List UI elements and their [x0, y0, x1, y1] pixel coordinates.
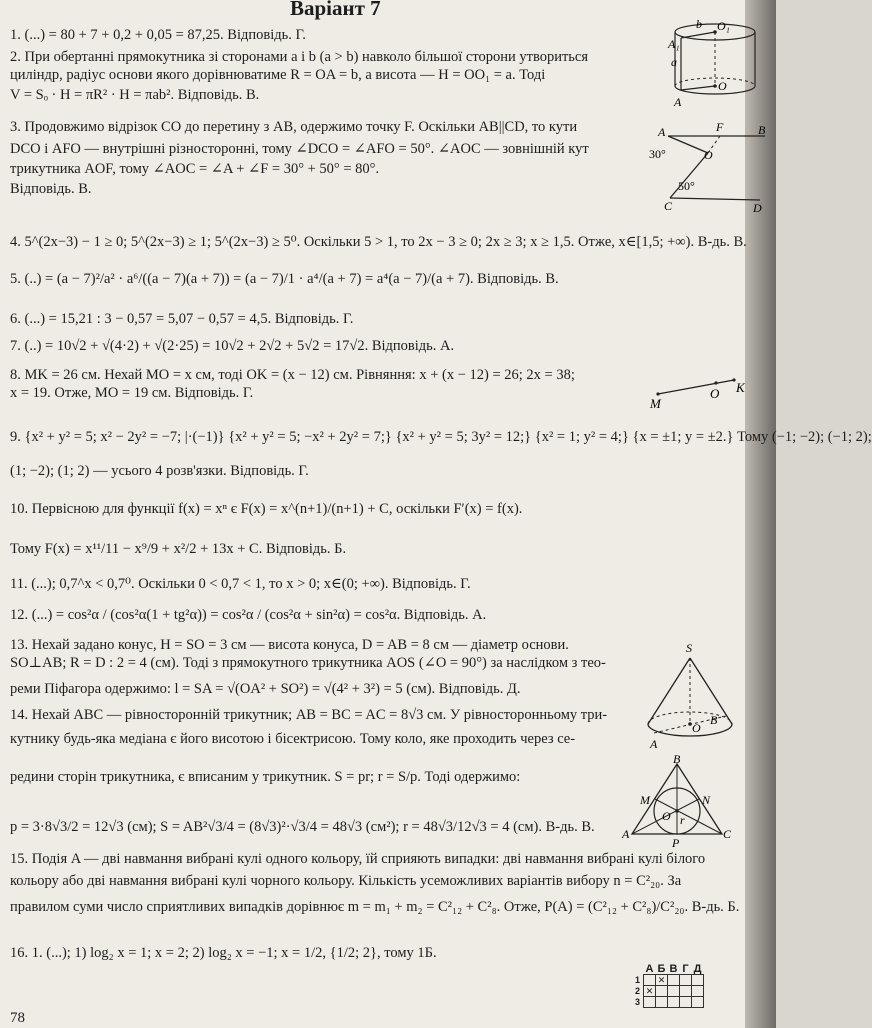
text-line: 2. При обертанні прямокутника зі сторонами a і b (a > b) навколо більшої сторони утвориться [10, 49, 589, 65]
grid-header: А [645, 963, 654, 975]
text-line: (1; −2); (1; 2) — усього 4 розв'язки. Відповідь. Г. [10, 463, 309, 479]
answer-grid-header [632, 964, 704, 975]
label-A: A [650, 737, 658, 751]
label-S: S [686, 641, 692, 655]
text-line: Відповідь. В. [10, 181, 92, 197]
cylinder-figure [668, 18, 763, 110]
text-line: 6. (...) = 15,21 : 3 − 0,57 = 5,07 − 0,57 = 4,5. Відповідь. Г. [10, 311, 354, 327]
label-b: b [696, 17, 702, 31]
label-A: A [622, 827, 630, 841]
grid-header: Г [682, 963, 689, 975]
grid-cell [692, 997, 704, 1008]
triangle-figure [622, 754, 732, 850]
label-angle-50: 50° [678, 179, 695, 193]
answer-grid-row [632, 986, 704, 997]
label-O: O [704, 148, 713, 162]
label-A: A [658, 125, 666, 139]
page-title: Варіант 7 [290, 0, 381, 20]
grid-cell [644, 975, 656, 986]
label-D: D [753, 201, 762, 215]
label-P: P [672, 836, 680, 850]
label-a: a [671, 55, 677, 69]
grid-header: В [669, 963, 678, 975]
label-F: F [716, 120, 724, 134]
label-O: O [710, 386, 720, 401]
grid-cell-marked: ✕ [656, 975, 668, 986]
text-line: 1. (...) = 80 + 7 + 0,2 + 0,05 = 87,25. Відповідь. Г. [10, 27, 306, 43]
text-line: 8. MK = 26 см. Нехай MO = x см, тоді OK = (x − 12) см. Рівняння: x + (x − 12) = 26; 2x = 38; [10, 367, 575, 383]
label-K: K [736, 380, 745, 395]
grid-cell [692, 975, 704, 986]
text-line: редини сторін трикутника, є вписаним у трикутник. S = pr; r = S/p. Тоді одержимо: [10, 769, 521, 785]
label-B: B [710, 713, 718, 727]
grid-cell [668, 986, 680, 997]
text-line: 15. Подія A — дві навмання вибрані кулі одного кольору, їй сприяють випадки: дві навмання вибрані кулі білого [10, 851, 706, 867]
grid-cell [680, 997, 692, 1008]
text-line: 7. (..) = 10√2 + √(4·2) + √(2·25) = 10√2 + 2√2 + 5√2 = 17√2. Відповідь. А. [10, 338, 455, 354]
text-line: 10. Первісною для функції f(x) = xⁿ є F(x) = x^(n+1)/(n+1) + C, оскільки F′(x) = f(x). [10, 501, 523, 517]
text-line: Тому F(x) = x¹¹/11 − x⁹/9 + x²/2 + 13x + C. Відповідь. Б. [10, 541, 347, 557]
grid-cell [692, 986, 704, 997]
grid-cell [668, 975, 680, 986]
grid-cell [656, 986, 668, 997]
text-line: 14. Нехай ABC — рівносторонній трикутник; AB = BC = AC = 8√3 см. У рівносторонньому три- [10, 707, 608, 723]
label-O: O [662, 809, 671, 823]
label-B: B [758, 123, 766, 137]
label-o: O [718, 79, 727, 93]
text-line: V = Sₒ · H = πR² · H = πab². Відповідь. В. [10, 87, 260, 103]
label-C: C [723, 827, 732, 841]
page-number: 78 [10, 1010, 25, 1026]
text-line: p = 3·8√3/2 = 12√3 (см); S = AB²√3/4 = (8√3)²·√3/4 = 48√3 (см²); r = 48√3/12√3 = 4 (см). В-дь. В. [10, 819, 595, 835]
grid-cell [644, 997, 656, 1008]
grid-header: Д [693, 963, 702, 975]
text-line: 12. (...) = cos²α / (cos²α(1 + tg²α)) = cos²α / (cos²α + sin²α) = cos²α. Відповідь. А. [10, 607, 487, 623]
label-M: M [640, 793, 650, 807]
text-line: 3. Продовжимо відрізок CO до перетину з AB, одержимо точку F. Оскільки AB||CD, то кути [10, 119, 578, 135]
label-N: N [702, 793, 711, 807]
label-o1: O₁ [717, 19, 730, 33]
label-C: C [664, 199, 673, 213]
text-line: 9. {x² + y² = 5; x² − 2y² = −7; |·(−1)} {x² + y² = 5; −x² + 2y² = 7;} {x² + y² = 5; 3y² = 12;} {x² = 1; y² = 4;} {x = ±1; y = ±2.} Тому (−1; −2); (−1; 2); [10, 429, 872, 445]
text-line: DCO і AFO — внутрішні різносторонні, тому ∠DCO = ∠AFO = 50°. ∠AOC — зовнішній кут [10, 141, 589, 157]
grid-cell-marked: ✕ [644, 986, 656, 997]
grid-row-number: 1 [634, 975, 640, 985]
label-a1: A₁ [668, 37, 680, 51]
text-line: SO⊥AB; R = D : 2 = 4 (см). Тоді з прямокутного трикутника AOS (∠O = 90°) за наслідком з тео- [10, 655, 606, 671]
grid-row-number: 3 [634, 997, 640, 1007]
grid-row-number: 2 [634, 986, 640, 996]
text-line: циліндр, радіус основи якого дорівнюватиме R = OA = b, а висота — H = OO₁ = a. Тоді [10, 67, 546, 83]
answer-grid-row [632, 997, 704, 1008]
label-angle-30: 30° [649, 147, 666, 161]
segment-figure [646, 374, 746, 414]
text-line: кольору або дві навмання вибрані кулі чорного кольору. Кількість усеможливих варіантів вибору n = C²₂₀. За [10, 873, 682, 889]
label-B: B [673, 752, 681, 766]
angles-figure [640, 118, 770, 218]
text-line: правилом суми число сприятливих випадків дорівнює m = m₁ + m₂ = C²₁₂ + C²₈. Отже, P(A) = (C²₁₂ + C²₈)/C²₂₀. В-дь. Б. [10, 899, 740, 915]
text-line: 13. Нехай задано конус, H = SO = 3 см — висота конуса, D = AB = 8 см — діаметр основи. [10, 637, 569, 653]
label-r: r [680, 813, 685, 827]
text-line: трикутника AOF, тому ∠AOC = ∠A + ∠F = 30° + 50° = 80°. [10, 161, 380, 177]
answer-grid-row [632, 975, 704, 986]
text-line: 4. 5^(2x−3) − 1 ≥ 0; 5^(2x−3) ≥ 1; 5^(2x−3) ≥ 5⁰. Оскільки 5 > 1, то 2x − 3 ≥ 0; 2x ≥ 3; x ≥ 1,5. Отже, x∈[1,5; +∞). В-дь. В. [10, 234, 747, 250]
label-O: O [692, 721, 701, 735]
label-M: M [650, 396, 661, 411]
cone-figure [640, 638, 740, 756]
text-line: реми Піфагора одержимо: l = SA = √(OA² + SO²) = √(4² + 3²) = 5 (см). Відповідь. Д. [10, 681, 521, 697]
grid-cell [668, 997, 680, 1008]
text-line: 16. 1. (...); 1) log₂ x = 1; x = 2; 2) log₂ x = −1; x = 1/2, {1/2; 2}, тому 1Б. [10, 945, 437, 961]
text-line: 5. (..) = (a − 7)²/a² · a⁶/((a − 7)(a + 7)) = (a − 7)/1 · a⁴/(a + 7) = a⁴(a − 7)/(a + 7). Відповідь. В. [10, 271, 559, 287]
grid-cell [680, 975, 692, 986]
text-line: кутнику будь-яка медіана є його висотою і бісектрисою. Тому коло, яке проходить через се- [10, 731, 576, 747]
text-line: x = 19. Отже, MO = 19 см. Відповідь. Г. [10, 385, 254, 401]
answer-grid [632, 964, 704, 1008]
grid-cell [656, 997, 668, 1008]
grid-header: Б [657, 963, 666, 975]
text-line: 11. (...); 0,7^x < 0,7⁰. Оскільки 0 < 0,7 < 1, то x > 0; x∈(0; +∞). Відповідь. Г. [10, 576, 471, 592]
label-A: A [674, 95, 682, 109]
grid-cell [680, 986, 692, 997]
